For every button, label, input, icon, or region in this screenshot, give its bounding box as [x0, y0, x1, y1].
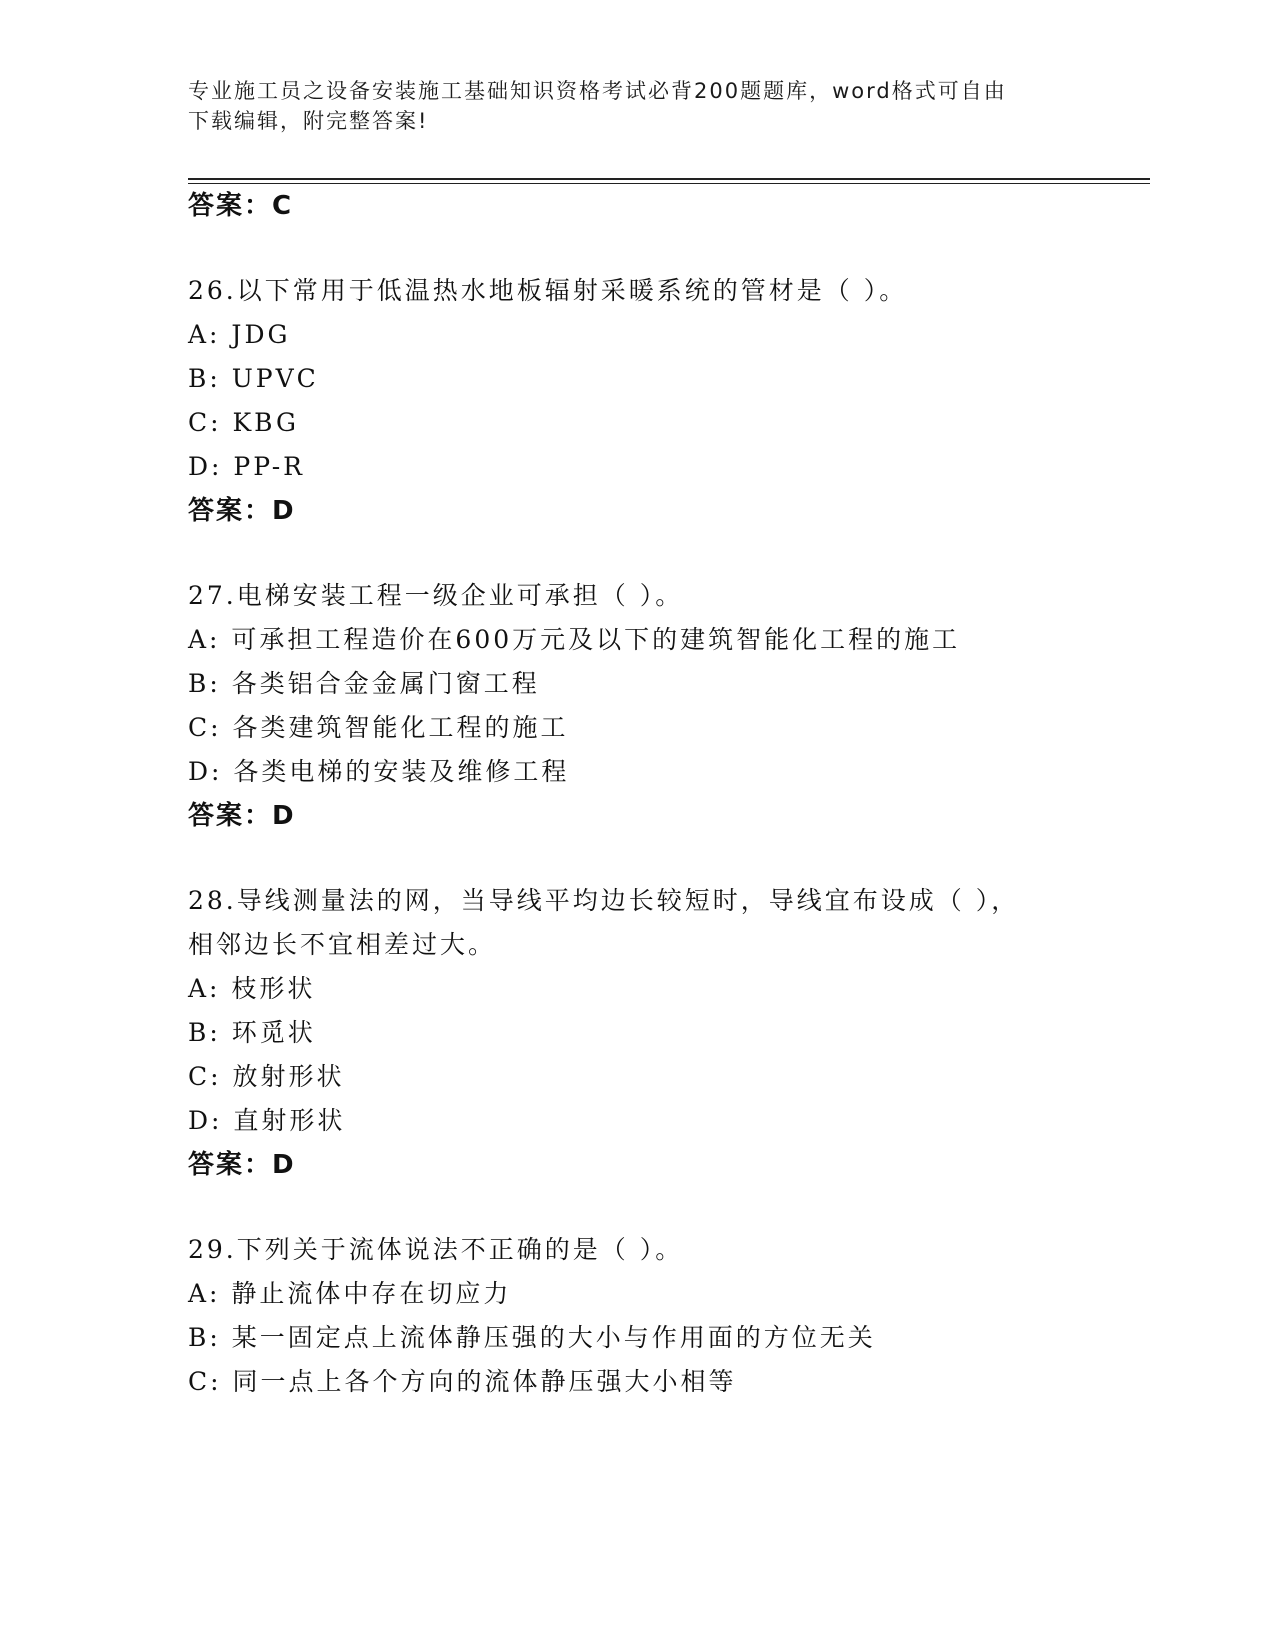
question-27-option-d: D: 各类电梯的安装及维修工程	[188, 757, 570, 786]
question-28-stem-line-1: 28.导线测量法的网，当导线平均边长较短时，导线宜布设成（ ），	[188, 886, 1020, 915]
question-27-stem: 27.电梯安装工程一级企业可承担（ ）。	[188, 581, 684, 610]
page-header	[188, 76, 1068, 136]
question-26-stem: 26.以下常用于低温热水地板辐射采暖系统的管材是（ ）。	[188, 276, 908, 305]
question-26-option-d: D: PP-R	[188, 452, 305, 481]
question-26-option-a: A: JDG	[188, 320, 291, 349]
header-line-1: 专业施工员之设备安装施工基础知识资格考试必背200题题库，word格式可自由	[188, 79, 1007, 103]
question-28-option-b: B: 环觅状	[188, 1018, 316, 1047]
question-27-option-c: C: 各类建筑智能化工程的施工	[188, 713, 569, 742]
question-29-option-b: B: 某一固定点上流体静压强的大小与作用面的方位无关	[188, 1323, 876, 1352]
question-29-stem: 29.下列关于流体说法不正确的是（ ）。	[188, 1235, 684, 1264]
header-rule-thin	[188, 183, 1150, 184]
question-28-option-d: D: 直射形状	[188, 1106, 346, 1135]
question-29-option-a: A: 静止流体中存在切应力	[188, 1279, 512, 1308]
answer-27: 答案：D	[188, 801, 296, 831]
question-27-option-a: A: 可承担工程造价在600万元及以下的建筑智能化工程的施工	[188, 625, 961, 654]
answer-25: 答案：C	[188, 191, 294, 221]
question-26-option-b: B: UPVC	[188, 364, 319, 393]
question-28-option-a: A: 枝形状	[188, 974, 316, 1003]
answer-26: 答案：D	[188, 496, 296, 526]
question-26-option-c: C: KBG	[188, 408, 299, 437]
answer-28: 答案：D	[188, 1150, 296, 1180]
question-29-option-c: C: 同一点上各个方向的流体静压强大小相等	[188, 1367, 737, 1396]
header-rule-thick	[188, 178, 1150, 180]
question-28-stem-line-2: 相邻边长不宜相差过大。	[188, 930, 497, 959]
header-line-2: 下载编辑，附完整答案!	[188, 109, 429, 133]
question-27-option-b: B: 各类铝合金金属门窗工程	[188, 669, 540, 698]
question-28-option-c: C: 放射形状	[188, 1062, 345, 1091]
